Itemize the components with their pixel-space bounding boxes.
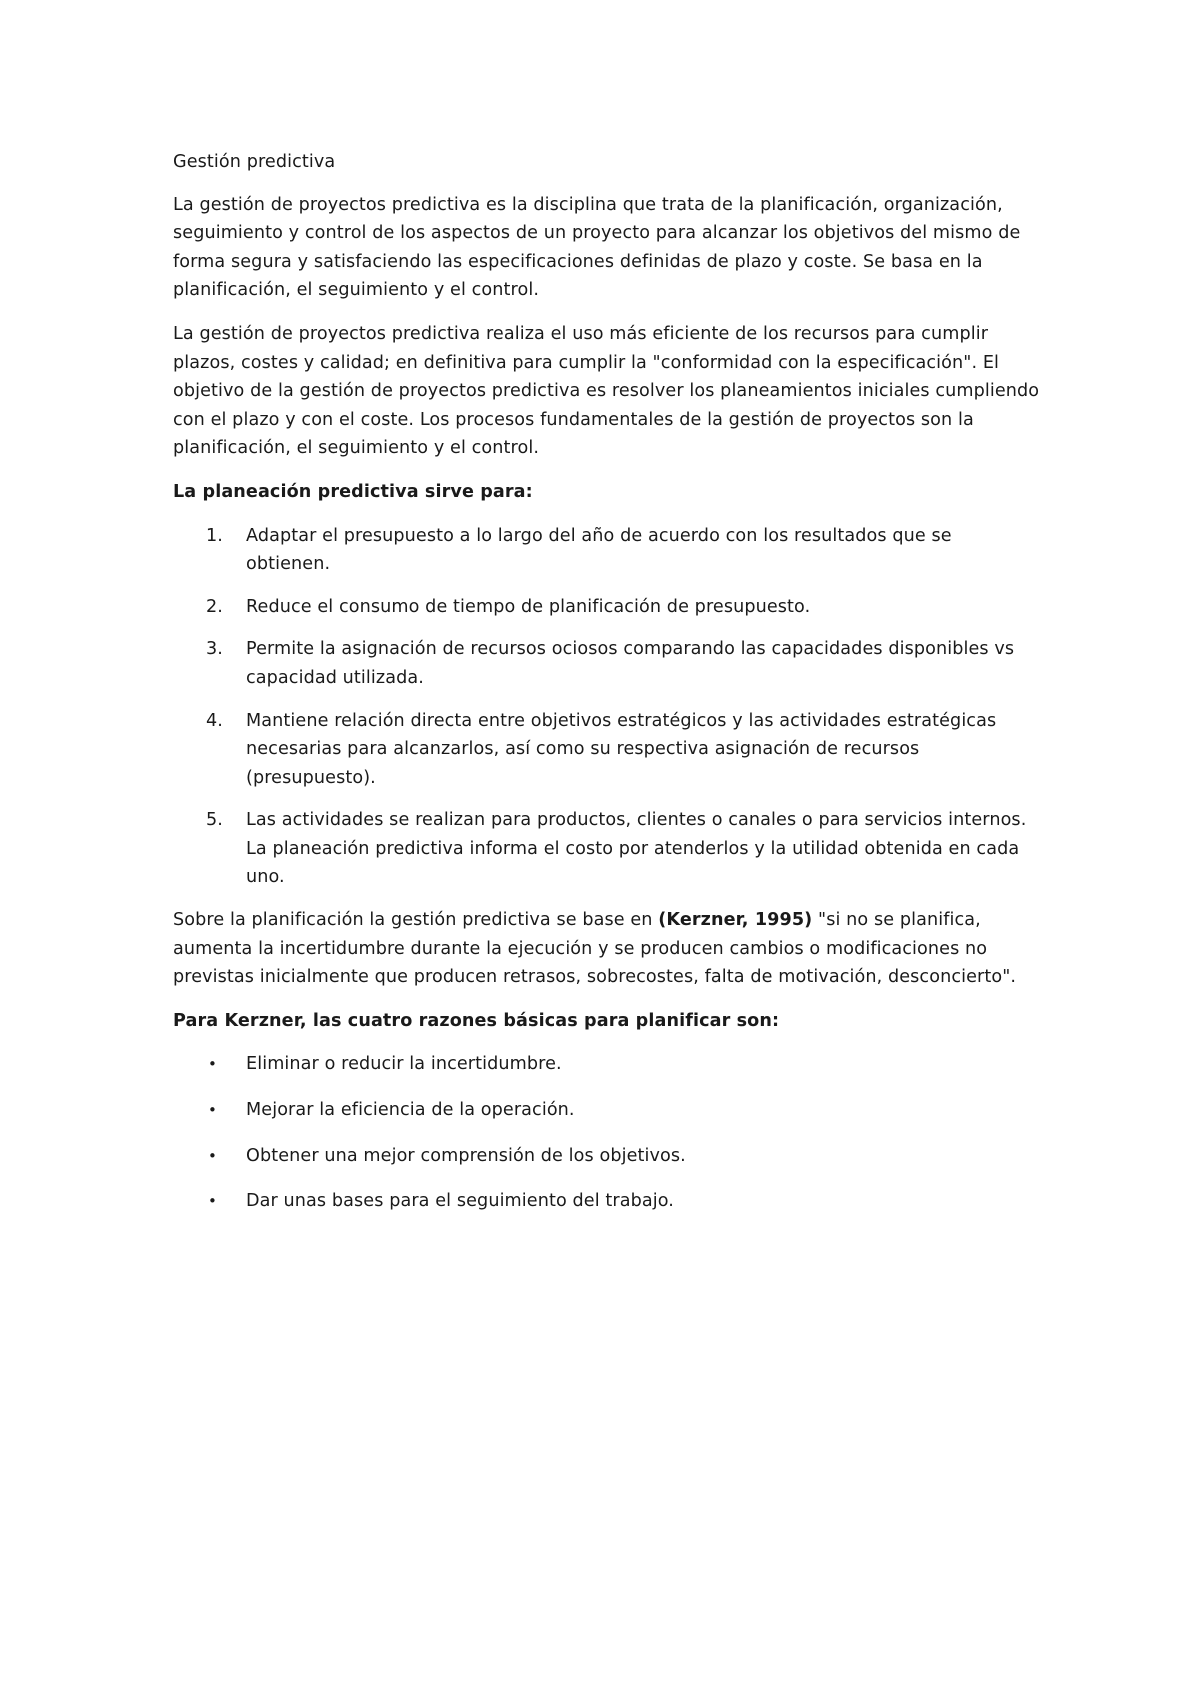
document-title: Gestión predictiva — [173, 152, 336, 172]
bullet-list-item — [173, 1187, 1040, 1216]
document-body — [173, 148, 1040, 1216]
bullet-list-item — [173, 1050, 1040, 1079]
bullet-icon: • — [208, 1101, 217, 1120]
numbered-list-item — [173, 635, 1040, 692]
numbered-list-item — [173, 593, 1040, 622]
paragraph-kerzner-after: "si no se planifica, aumenta la incertidumbre durante la ejecución y se producen cambios o modificaciones no previstas inicialmente que producen retrasos, sobrecostes, falta de motivación, desconcierto". — [173, 910, 1017, 988]
list-number: 2. — [206, 596, 223, 617]
list-number: 4. — [206, 710, 223, 731]
heading-planeacion: La planeación predictiva sirve para: — [173, 481, 533, 502]
paragraph-kerzner — [173, 906, 1040, 992]
list-item-text: Dar unas bases para el seguimiento del trabajo. — [246, 1191, 674, 1212]
bullet-list-item — [173, 1142, 1040, 1171]
list-item-text: Las actividades se realizan para productos, clientes o canales o para servicios internos. La planeación predictiva informa el costo por atenderlos y la utilidad obtenida en cada uno. — [246, 810, 1027, 888]
heading-razones: Para Kerzner, las cuatro razones básicas para planificar son: — [173, 1010, 780, 1031]
list-item-text: Mejorar la eficiencia de la operación. — [246, 1100, 575, 1121]
numbered-list — [173, 522, 1040, 893]
paragraph-intro: La gestión de proyectos predictiva es la disciplina que trata de la planificación, organización, seguimiento y control de los aspectos de un proyecto para alcanzar los objetivos del mismo de forma segura y satisfaciendo las especificaciones definidas de plazo y coste. Se basa en la planificación, el seguimiento y el control. — [173, 194, 1021, 301]
list-item-text: Permite la asignación de recursos ociosos comparando las capacidades disponibles vs capacidad utilizada. — [246, 639, 1015, 688]
bullet-list — [173, 1050, 1040, 1215]
list-number: 1. — [206, 525, 223, 546]
paragraph-efficiency: La gestión de proyectos predictiva realiza el uso más eficiente de los recursos para cumplir plazos, costes y calidad; en definitiva para cumplir la "conformidad con la especificación". El objetivo de la gestión de proyectos predictiva es resolver los planeamientos iniciales cumpliendo con el plazo y con el coste. Los procesos fundamentales de la gestión de proyectos son la planificación, el seguimiento y el control. — [173, 323, 1040, 459]
paragraph-kerzner-before: Sobre la planificación la gestión predictiva se base en — [173, 910, 659, 931]
list-item-text: Adaptar el presupuesto a lo largo del año de acuerdo con los resultados que se obtienen. — [246, 525, 952, 575]
citation-kerzner: (Kerzner, 1995) — [658, 910, 813, 931]
list-number: 5. — [206, 810, 223, 831]
list-number: 3. — [206, 639, 223, 660]
list-item-text: Obtener una mejor comprensión de los objetivos. — [246, 1145, 686, 1166]
list-item-text: Reduce el consumo de tiempo de planificación de presupuesto. — [246, 596, 811, 617]
bullet-icon: • — [208, 1146, 217, 1165]
list-item-text: Mantiene relación directa entre objetivos estratégicos y las actividades estratégicas necesarias para alcanzarlos, así como su respectiva asignación de recursos (presupuesto). — [246, 710, 997, 788]
numbered-list-item — [173, 806, 1040, 892]
numbered-list-item — [173, 522, 1040, 579]
list-item-text: Eliminar o reducir la incertidumbre. — [246, 1054, 562, 1075]
bullet-icon: • — [208, 1055, 217, 1074]
bullet-icon: • — [208, 1192, 217, 1211]
numbered-list-item — [173, 707, 1040, 793]
bullet-list-item — [173, 1096, 1040, 1125]
